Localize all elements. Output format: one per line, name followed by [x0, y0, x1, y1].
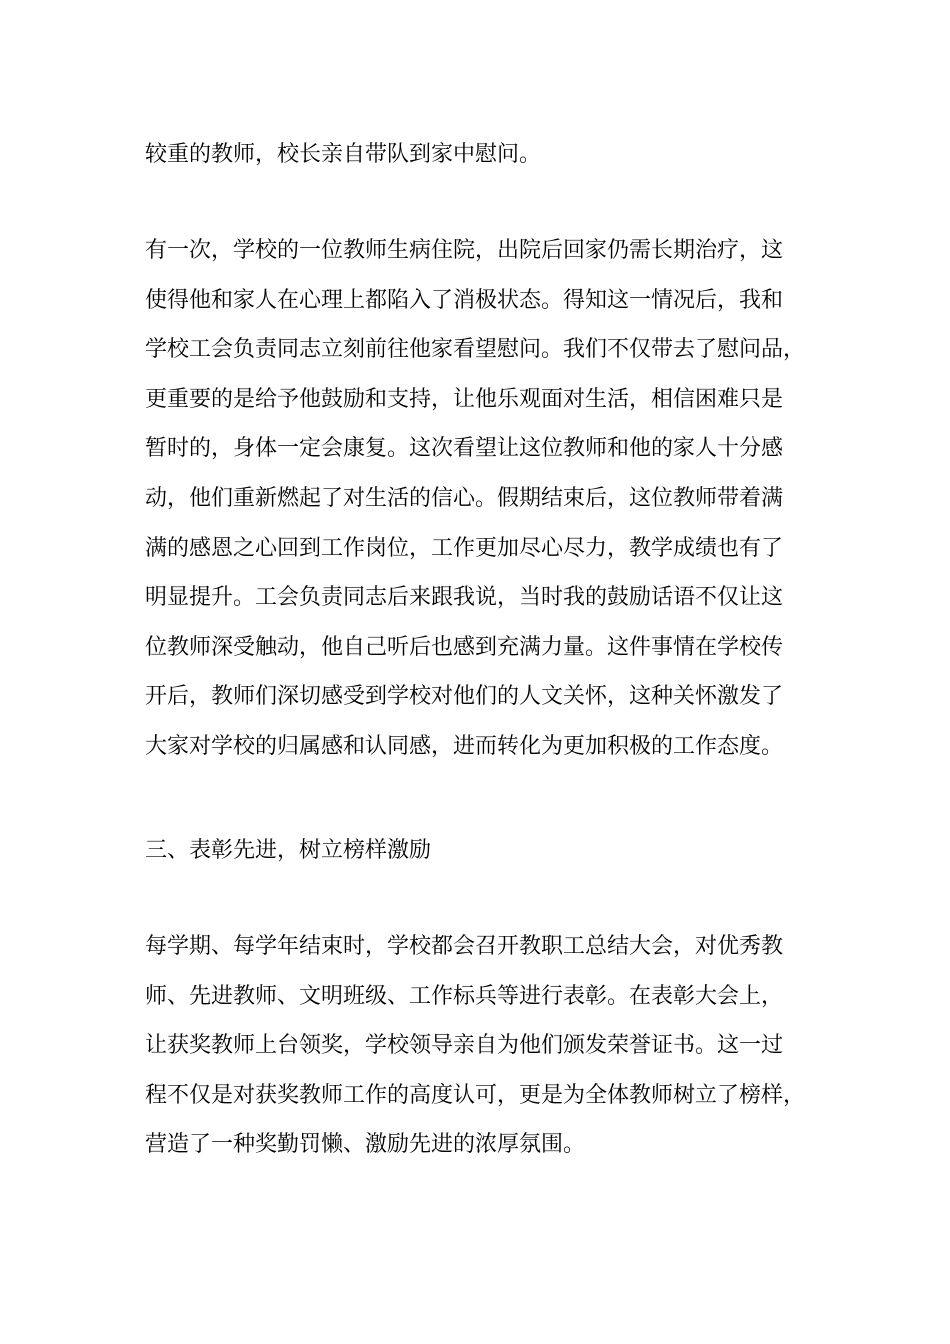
text-line: 满的感恩之心回到工作岗位，工作更加尽心尽力，教学成绩也有了: [145, 535, 784, 561]
text-line: 开后，教师们深切感受到学校对他们的人文关怀，这种关怀激发了: [145, 684, 784, 710]
text-line: 使得他和家人在心理上都陷入了消极状态。得知这一情况后，我和: [145, 287, 784, 313]
text-line: 更重要的是给予他鼓励和支持，让他乐观面对生活，相信困难只是: [145, 386, 784, 412]
paragraph-teacher-visit: [145, 226, 810, 772]
text-line: 学校工会负责同志立刻前往他家看望慰问。我们不仅带去了慰问品，: [145, 337, 806, 363]
paragraph-continuation: 较重的教师，校长亲自带队到家中慰问。: [145, 142, 542, 167]
text-line: 营造了一种奖勤罚懒、激励先进的浓厚氛围。: [145, 1132, 586, 1158]
text-line: 位教师深受触动，他自己听后也感到充满力量。这件事情在学校传: [145, 634, 784, 660]
text-line: 每学期、每学年结束时，学校都会召开教职工总结大会，对优秀教: [145, 934, 784, 959]
text-line: 师、先进教师、文明班级、工作标兵等进行表彰。在表彰大会上，: [145, 983, 784, 1009]
text-line: 有一次，学校的一位教师生病住院，出院后回家仍需长期治疗，这: [145, 238, 784, 263]
text-line: 动，他们重新燃起了对生活的信心。假期结束后，这位教师带着满: [145, 485, 784, 511]
section-heading: 三、表彰先进，树立榜样激励: [145, 838, 432, 863]
text-line: 程不仅是对获奖教师工作的高度认可，更是为全体教师树立了榜样，: [145, 1082, 806, 1108]
text-line: 让获奖教师上台领奖，学校领导亲自为他们颁发荣誉证书。这一过: [145, 1033, 784, 1059]
text-line: 暂时的，身体一定会康复。这次看望让这位教师和他的家人十分感: [145, 436, 784, 462]
paragraph-commendation: [145, 922, 810, 1170]
text-line: 明显提升。工会负责同志后来跟我说，当时我的鼓励话语不仅让这: [145, 585, 784, 611]
text-line: 大家对学校的归属感和认同感，进而转化为更加积极的工作态度。: [145, 733, 784, 759]
